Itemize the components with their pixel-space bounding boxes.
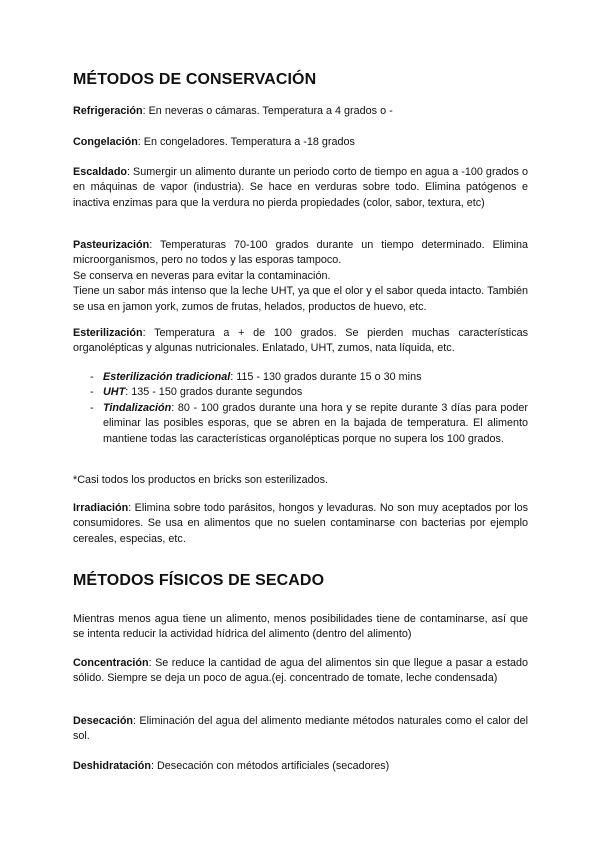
text-concentracion: : Se reduce la cantidad de agua del alimentos sin que llegue a pasar a estado sólido. Siempre se deja un poco de agua.(ej. concentrado de tomate, leche condensada)	[73, 657, 528, 685]
text-tindalizacion: : 80 - 100 grados durante una hora y se repite durante 3 días para poder eliminar las posibles esporas, que se abren en la bajada de temperatura. El alimento mantiene todas las características organolépticas porque no supera los 100 grados.	[103, 401, 528, 445]
text-uht: : 135 - 150 grados durante segundos	[125, 386, 303, 399]
term-desecacion: Desecación	[73, 715, 134, 727]
text-escaldado: : Sumergir un alimento durante un periodo corto de tiempo en agua a -100 grados o en máquinas de vapor (industria). Se hace en verduras sobre todo. Elimina patógenos e inactiva enzimas para que la verdura no pierda propiedades (color, sabor, textura, etc)	[73, 166, 528, 209]
term-tindalizacion: Tindalización	[103, 401, 172, 414]
paragraph-pasteurizacion	[73, 238, 528, 315]
dash-bullet: -	[90, 371, 94, 383]
paragraph-escaldado	[73, 165, 528, 211]
esterilizacion-list	[73, 370, 528, 447]
list-item	[73, 370, 528, 385]
dash-bullet: -	[90, 401, 94, 414]
section-title-conservacion: MÉTODOS DE CONSERVACIÓN	[73, 71, 317, 88]
text-desecacion: : Eliminación del agua del alimento mediante métodos naturales como el calor del sol.	[73, 715, 528, 743]
term-concentracion: Concentración	[73, 657, 149, 669]
text-irradiacion: : Elimina sobre todo parásitos, hongos y levaduras. No son muy aceptados por los consumidores. Se usa en alimentos que no suelen contaminarse con bacterias por ejemplo cereales, especias, etc.	[73, 502, 528, 545]
section-title-secado: MÉTODOS FÍSICOS DE SECADO	[73, 572, 325, 589]
term-uht: UHT	[103, 386, 126, 399]
list-item	[73, 385, 528, 400]
text-refrigeracion: : En neveras o cámaras. Temperatura a 4 grados o -	[142, 105, 393, 117]
paragraph-congelacion	[73, 135, 528, 150]
pasteurizacion-line-1	[73, 238, 528, 269]
term-refrigeracion: Refrigeración	[73, 105, 143, 117]
pasteurizacion-line-3: Tiene un sabor más intenso que la leche UHT, ya que el olor y el sabor queda intacto. También se usa en jamon york, zumos de frutas, helados, productos de huevo, etc.	[73, 285, 528, 313]
paragraph-esterilizacion	[73, 326, 528, 357]
term-pasteurizacion: Pasteurización	[73, 239, 150, 251]
text-esterilizacion: : Temperatura a + de 100 grados. Se pierden muchas características organolépticas y algunas nutricionales. Enlatado, UHT, zumos, nata líquida, etc.	[73, 327, 528, 355]
paragraph-intro-secado: Mientras menos agua tiene un alimento, menos posibilidades tiene de contaminarse, así que se intenta reducir la actividad hídrica del alimento (dentro del alimento)	[73, 613, 528, 641]
paragraph-irradiacion	[73, 501, 528, 547]
term-esterilizacion: Esterilización	[73, 327, 143, 339]
text-deshidratacion: : Desecación con métodos artificiales (secadores)	[151, 760, 390, 772]
text-congelacion: : En congeladores. Temperatura a -18 grados	[137, 136, 355, 148]
paragraph-refrigeracion	[73, 104, 528, 119]
paragraph-deshidratacion	[73, 759, 528, 774]
paragraph-desecacion	[73, 714, 528, 745]
list-item	[73, 401, 528, 447]
pasteurizacion-line-2: Se conserva en neveras para evitar la contaminación.	[73, 269, 331, 282]
term-congelacion: Congelación	[73, 136, 138, 148]
text-esterilizacion-tradicional: : 115 - 130 grados durante 15 o 30 mins	[230, 371, 422, 383]
term-esterilizacion-tradicional: Esterilización tradicional	[103, 371, 231, 383]
text-pasteurizacion: : Temperaturas 70-100 grados durante un tiempo determinado. Elimina microorganismos, pero no todos y las esporas tampoco.	[73, 239, 528, 267]
paragraph-bricks-note: *Casi todos los productos en bricks son esterilizados.	[73, 474, 329, 486]
term-irradiacion: Irradiación	[73, 502, 129, 514]
paragraph-concentracion	[73, 656, 528, 687]
term-escaldado: Escaldado	[73, 166, 128, 178]
term-deshidratacion: Deshidratación	[73, 760, 151, 772]
dash-bullet: -	[90, 386, 94, 399]
